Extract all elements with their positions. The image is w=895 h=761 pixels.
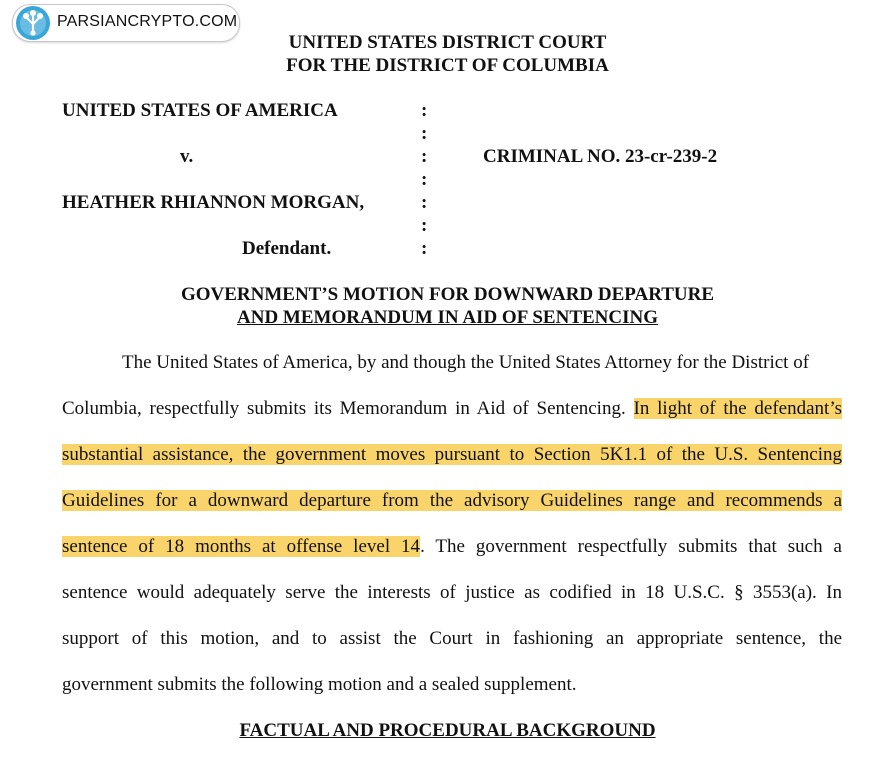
case-number: CRIMINAL NO. 23-cr-239-2 [483, 146, 718, 167]
body-line-5-plain: . The government respectfully submits that such a [420, 536, 842, 557]
court-district: FOR THE DISTRICT OF COLUMBIA [286, 55, 609, 76]
body-line-7: support of this motion, and to assist the Court in fashioning an appropriate sentence, the [62, 628, 842, 649]
body-line-4 [62, 490, 842, 512]
section-heading [0, 720, 895, 742]
court-name: UNITED STATES DISTRICT COURT [288, 32, 607, 53]
motion-title-line2 [0, 307, 895, 329]
highlighted-text: substantial assistance, the government moves pursuant to Section 5K1.1 of the U.S. Sentencing [62, 444, 842, 465]
caption-separator: : [421, 146, 428, 167]
logo-text: PARSIANCRYPTO.COM [57, 13, 238, 30]
body-line-3 [62, 444, 842, 466]
body-line-5 [62, 536, 842, 558]
plaintiff-name: UNITED STATES OF AMERICA [62, 100, 338, 121]
body-line-2-plain: Columbia, respectfully submits its Memorandum in Aid of Sentencing. [62, 398, 626, 419]
section-heading-text: FACTUAL AND PROCEDURAL BACKGROUND [239, 720, 656, 741]
caption-separator: : [421, 215, 428, 236]
highlighted-text: sentence of 18 months at offense level 14 [62, 536, 421, 557]
caption-separator: : [421, 169, 428, 190]
caption-separator: : [421, 238, 428, 259]
body-line-6: sentence would adequately serve the interests of justice as codified in 18 U.S.C. § 3553(a). In [62, 582, 842, 603]
body-line-2 [62, 398, 842, 420]
caption-separator: : [421, 192, 428, 213]
caption-separator: : [421, 123, 428, 144]
defendant-name: HEATHER RHIANNON MORGAN, [62, 192, 365, 213]
versus: v. [180, 146, 194, 167]
body-line-1: The United States of America, by and though the United States Attorney for the District of [122, 352, 810, 373]
highlighted-text: In light of the defendant’s [633, 398, 843, 419]
highlighted-text: Guidelines for a downward departure from the advisory Guidelines range and recommends a [62, 490, 842, 511]
caption-separator: : [421, 100, 428, 121]
motion-title-line2-text: AND MEMORANDUM IN AID OF SENTENCING [237, 307, 658, 328]
body-line-8: government submits the following motion and a sealed supplement. [62, 674, 577, 695]
defendant-role: Defendant. [242, 238, 332, 259]
motion-title-line1: GOVERNMENT’S MOTION FOR DOWNWARD DEPARTURE [180, 284, 715, 305]
